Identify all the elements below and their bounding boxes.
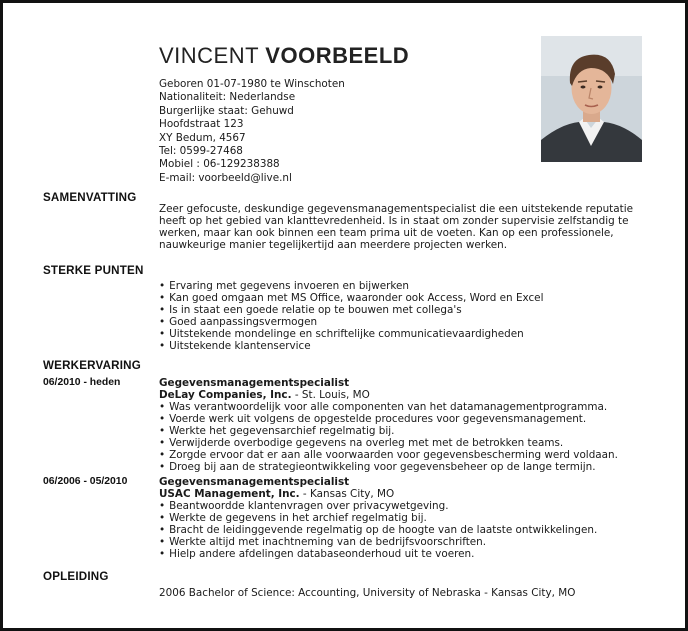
job-2-dates: 06/2006 - 05/2010	[43, 476, 128, 487]
list-item: • Was verantwoordelijk voor alle componenten van het datamanagementprogramma.	[159, 401, 659, 413]
list-item: • Uitstekende mondelinge en schriftelijke communicatievaardigheden	[159, 328, 659, 340]
job-2-title: Gegevensmanagementspecialist	[159, 476, 350, 488]
job-1-duties	[159, 401, 659, 473]
list-item: • Hielp andere afdelingen databaseonderhoud uit te voeren.	[159, 548, 659, 560]
contact-marital-status: Burgerlijke staat: Gehuwd	[159, 104, 294, 117]
job-1	[159, 377, 659, 473]
first-name: VINCENT	[159, 43, 259, 68]
summary-text: Zeer gefocuste, deskundige gegevensmanagementspecialist die een uitstekende reputatie heeft op het gebied van klanttevredenheid. Is in staat om zonder supervisie zelfstandig te werken, maar kan ook binnen een team prima uit de voeten. Kan op een professionele, nauwkeurige manier tegelijkertijd aan meerdere projecten werken.	[159, 203, 633, 251]
job-1-company-line	[159, 389, 659, 401]
job-1-company: DeLay Companies, Inc.	[159, 389, 292, 401]
job-2-company: USAC Management, Inc.	[159, 488, 300, 500]
list-item: • Werkte de gegevens in het archief regelmatig bij.	[159, 512, 659, 524]
contact-city: XY Bedum, 4567	[159, 131, 246, 144]
job-1-location: - St. Louis, MO	[291, 389, 370, 401]
contact-phone: Tel: 0599-27468	[159, 145, 243, 158]
list-item: • Werkte altijd met inachtneming van de bedrijfsvoorschriften.	[159, 536, 659, 548]
contact-details	[159, 78, 539, 185]
job-2	[159, 476, 659, 560]
contact-street: Hoofdstraat 123	[159, 118, 244, 131]
list-item: • Bracht de leidinggevende regelmatig op de hoogte van de laatste ontwikkelingen.	[159, 524, 659, 536]
contact-birth: Geboren 01-07-1980 te Winschoten	[159, 78, 345, 90]
job-2-duties	[159, 500, 659, 560]
contact-email: E-mail: voorbeeld@live.nl	[159, 171, 292, 184]
education-text: 2006 Bachelor of Science: Accounting, University of Nebraska - Kansas City, MO	[159, 587, 576, 599]
strengths-list	[159, 280, 659, 352]
list-item: • Verwijderde overbodige gegevens na overleg met met de betrokken teams.	[159, 437, 659, 449]
profile-photo	[541, 36, 642, 162]
job-1-title: Gegevensmanagementspecialist	[159, 377, 350, 389]
list-item: • Werkte het gegevensarchief regelmatig bij.	[159, 425, 659, 437]
list-item: • Kan goed omgaan met MS Office, waaronder ook Access, Word en Excel	[159, 292, 659, 304]
contact-mobile: Mobiel : 06-129238388	[159, 158, 280, 171]
list-item: • Goed aanpassingsvermogen	[159, 316, 659, 328]
list-item: • Is in staat een goede relatie op te bouwen met collega's	[159, 304, 659, 316]
list-item: • Beantwoordde klantenvragen over privacywetgeving.	[159, 500, 659, 512]
resume-header	[159, 43, 539, 185]
list-item: • Voerde werk uit volgens de opgestelde procedures voor gegevensmanagement.	[159, 413, 659, 425]
job-1-dates: 06/2010 - heden	[43, 377, 121, 388]
section-title-strengths: STERKE PUNTEN	[43, 264, 144, 277]
list-item: • Zorgde ervoor dat er aan alle voorwaarden voor gegevensbescherming werd voldaan.	[159, 449, 659, 461]
list-item: • Ervaring met gegevens invoeren en bijwerken	[159, 280, 659, 292]
candidate-name	[159, 43, 539, 69]
contact-nationality: Nationaliteit: Nederlandse	[159, 91, 296, 104]
section-title-summary: SAMENVATTING	[43, 191, 137, 204]
section-title-experience: WERKERVARING	[43, 359, 141, 372]
section-title-education: OPLEIDING	[43, 570, 109, 583]
job-2-company-line	[159, 488, 659, 500]
list-item: • Uitstekende klantenservice	[159, 340, 659, 352]
last-name: VOORBEELD	[265, 43, 410, 68]
job-2-location: - Kansas City, MO	[299, 488, 395, 500]
list-item: • Droeg bij aan de strategieontwikkeling voor gegevensbeheer op de lange termijn.	[159, 461, 659, 473]
